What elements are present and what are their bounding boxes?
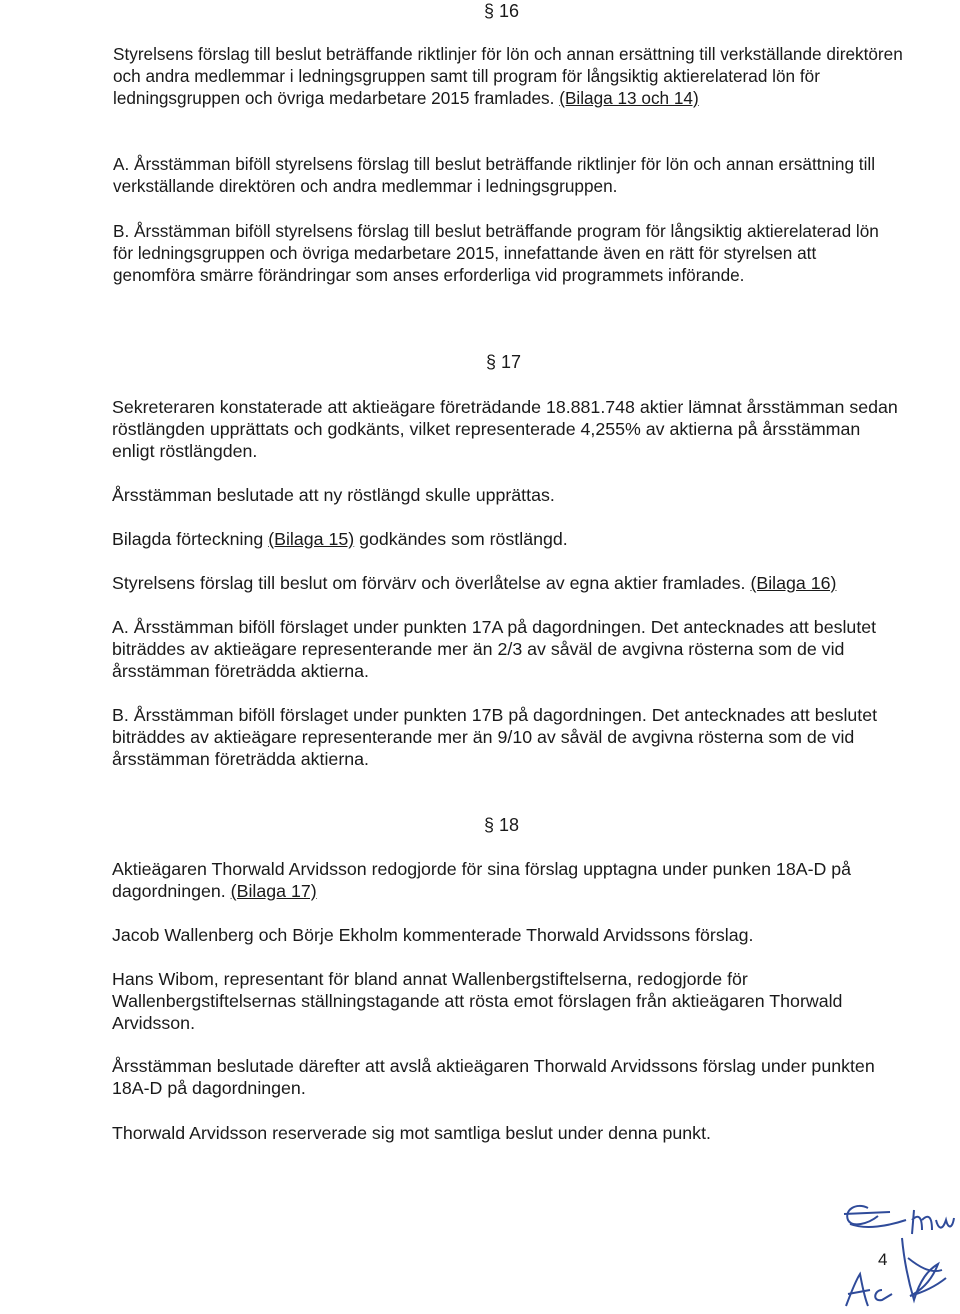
section-17-paragraph-a: A. Årsstämman biföll förslaget under punkten 17A på dagordningen. Det antecknades att beslutet biträddes av aktieägare representerande mer än 2/3 av såväl de avgivna rösterna som de vid årsstämman företrädda aktierna. (112, 617, 877, 681)
section-18-paragraph-2: Jacob Wallenberg och Börje Ekholm kommenterade Thorwald Arvidssons förslag. (112, 925, 754, 945)
section-17-heading: § 17 (486, 352, 522, 372)
section-18-paragraph-3: Hans Wibom, representant för bland annat Wallenbergstiftelserna, redogjorde för Wallenbergstiftelsernas ställningstagande att rösta emot förslagen från aktieägaren Thorwald Arvidsson. (112, 969, 843, 1033)
bilaga-15-reference: (Bilaga 15) (268, 529, 355, 549)
section-16-paragraph-a: A. Årsstämman biföll styrelsens förslag till beslut beträffande riktlinjer för lön och annan ersättning till verkställande direktören och andra medlemmar i ledningsgruppen. (113, 154, 876, 196)
section-17-paragraph-4-text: Styrelsens förslag till beslut om förvärv och överlåtelse av egna aktier framlades. (112, 573, 751, 593)
page-number: 4 (878, 1250, 888, 1269)
section-17-paragraph-1: Sekreteraren konstaterade att aktieägare företrädande 18.881.748 aktier lämnat årsstämman sedan röstlängden upprättats och godkänts, vilket representerade 4,255% av aktierna på årsstämman enligt röstlängden. (112, 397, 898, 461)
section-17-paragraph-2: Årsstämman beslutade att ny röstlängd skulle upprättas. (112, 485, 555, 505)
section-16-paragraph-1 (113, 43, 903, 109)
section-17-paragraph-3-pre: Bilagda förteckning (112, 529, 269, 549)
section-17-paragraph-b: B. Årsstämman biföll förslaget under punkten 17B på dagordningen. Det antecknades att beslutet biträddes av aktieägare representerande mer än 9/10 av såväl de avgivna rösterna som de vid årsstämman företrädda aktierna. (112, 705, 878, 769)
section-18-paragraph-4: Årsstämman beslutade därefter att avslå aktieägaren Thorwald Arvidssons förslag under punkten 18A-D på dagordningen. (112, 1056, 875, 1098)
bilaga-16-reference: (Bilaga 16) (750, 573, 837, 593)
section-18-paragraph-1-text: Aktieägaren Thorwald Arvidsson redogjorde för sina förslag upptagna under punken 18A-D på dagordningen. (112, 859, 852, 901)
section-17-paragraph-3 (112, 528, 902, 550)
section-16-paragraph-1-text: Styrelsens förslag till beslut beträffande riktlinjer för lön och annan ersättning till verkställande direktören och andra medlemmar i ledningsgruppen samt till program för långsiktig aktierelaterad lön för ledningsgruppen och övriga medarbetare 2015 framlades. (113, 44, 903, 108)
handwritten-initials-bottom (838, 1230, 956, 1312)
bilaga-17-reference: (Bilaga 17) (230, 881, 317, 901)
section-18-paragraph-5: Thorwald Arvidsson reserverade sig mot samtliga beslut under denna punkt. (112, 1123, 711, 1143)
bilaga-13-14-reference: (Bilaga 13 och 14) (559, 88, 699, 108)
section-17-paragraph-4 (112, 572, 902, 594)
section-18-heading: § 18 (484, 815, 520, 835)
section-18-paragraph-1 (112, 858, 902, 902)
section-16-heading: § 16 (484, 1, 520, 21)
section-17-paragraph-3-post: godkändes som röstlängd. (354, 529, 568, 549)
section-16-paragraph-b: B. Årsstämman biföll styrelsens förslag till beslut beträffande program för långsiktig aktierelaterad lön för ledningsgruppen och övriga medarbetare 2015, innefattande även en rätt för styrelsen att genomföra smärre förändringar som anses erforderliga vid programmets införande. (113, 221, 879, 285)
